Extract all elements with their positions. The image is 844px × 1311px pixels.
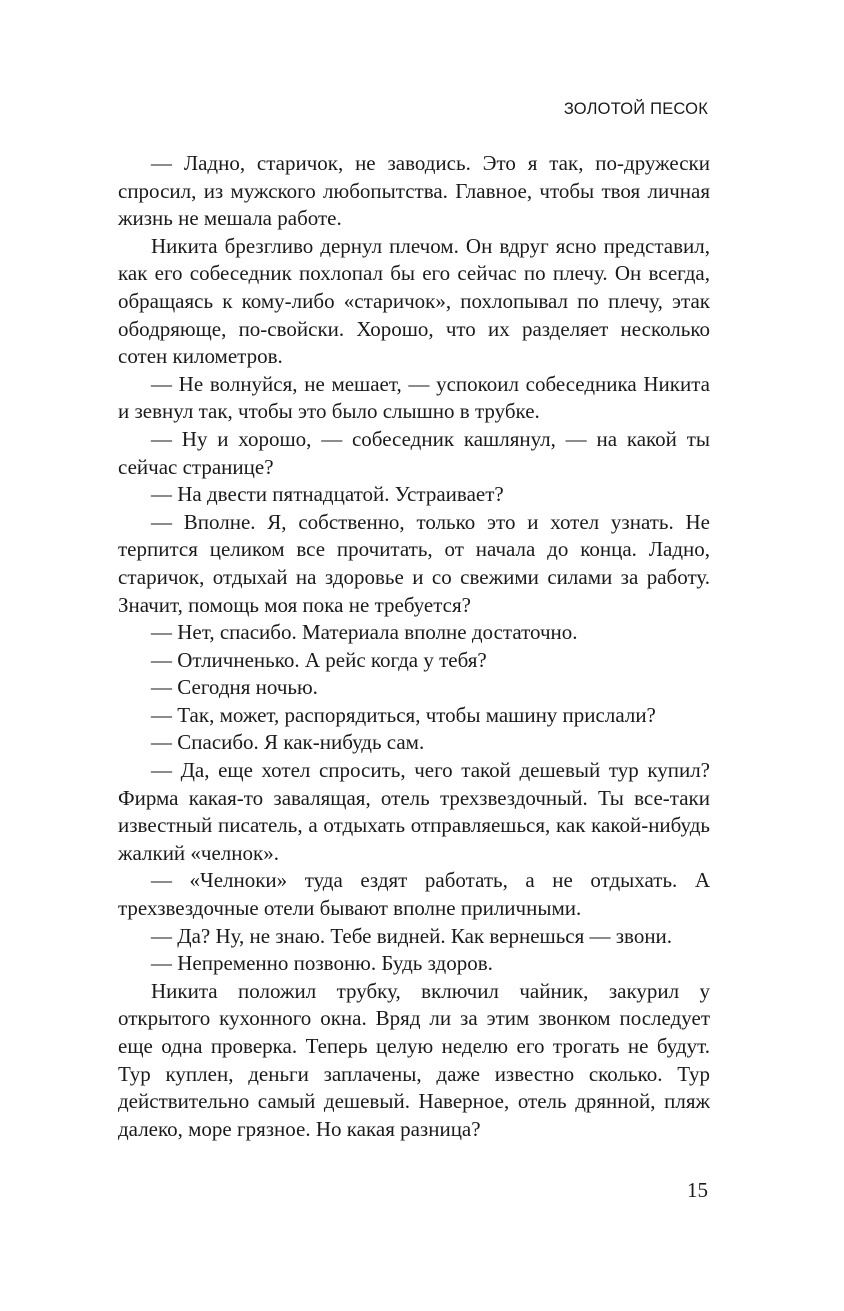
paragraph: — На двести пятнадцатой. Устраивает? bbox=[151, 482, 504, 507]
paragraph: Никита положил трубку, включил чайник, закурил у открытого кухонного окна. Вряд ли за этим звонком последует еще одна проверка. Теперь целую неделю его трогать не будут. Тур куплен, деньги заплачены, даже известно сколько. Тур действительно самый дешевый. Наверное, отель дрянной, пляж далеко, море грязное. Но какая разница? bbox=[118, 978, 710, 1141]
page-number: 15 bbox=[687, 1178, 708, 1202]
paragraph: — Сегодня ночью. bbox=[151, 675, 318, 700]
paragraph: — Да? Ну, не знаю. Тебе видней. Как вернешься — звони. bbox=[151, 923, 673, 948]
paragraph: — Непременно позвоню. Будь здоров. bbox=[151, 951, 493, 976]
paragraph: — Вполне. Я, собственно, только это и хотел узнать. Не терпится целиком все прочитать, от начала до конца. Ладно, старичок, отдыхай на здоровье и со свежими силами за работу. Значит, помощь моя пока не требуется? bbox=[118, 509, 710, 617]
paragraph: — Да, еще хотел спросить, чего такой дешевый тур купил? Фирма какая-то завалящая, отель трехзвездочный. Ты все-таки известный писатель, а отдыхать отправляешься, как какой-нибудь жалкий «челнок». bbox=[118, 758, 710, 865]
paragraph: — «Челноки» туда ездят работать, а не отдыхать. А трехзвездочные отели бывают вполне приличными. bbox=[118, 868, 710, 921]
paragraph: — Нет, спасибо. Материала вполне достаточно. bbox=[151, 620, 578, 645]
paragraph: — Не волнуйся, не мешает, — успокоил собеседника Никита и зевнул так, чтобы это было слышно в трубке. bbox=[118, 371, 710, 424]
paragraph: — Спасибо. Я как-нибудь сам. bbox=[151, 730, 425, 755]
running-head-title: ЗОЛОТОЙ ПЕСОК bbox=[563, 100, 708, 118]
paragraph: — Ну и хорошо, — собеседник кашлянул, — на какой ты сейчас странице? bbox=[118, 426, 710, 479]
paragraph: — Ладно, старичок, не заводись. Это я так, по-дружески спросил, из мужского любопытства. Главное, чтобы твоя личная жизнь не мешала работе. bbox=[118, 151, 710, 231]
paragraph: Никита брезгливо дернул плечом. Он вдруг ясно представил, как его собеседник похлопал бы его сейчас по плечу. Он всегда, обращаясь к кому-либо «старичок», похлопывал по плечу, этак ободряюще, по-свойски. Хорошо, что их разделяет несколько сотен километров. bbox=[118, 233, 710, 369]
body-text bbox=[118, 150, 710, 1143]
paragraph: — Отличненько. А рейс когда у тебя? bbox=[151, 647, 487, 672]
paragraph: — Так, может, распорядиться, чтобы машину прислали? bbox=[151, 702, 656, 727]
